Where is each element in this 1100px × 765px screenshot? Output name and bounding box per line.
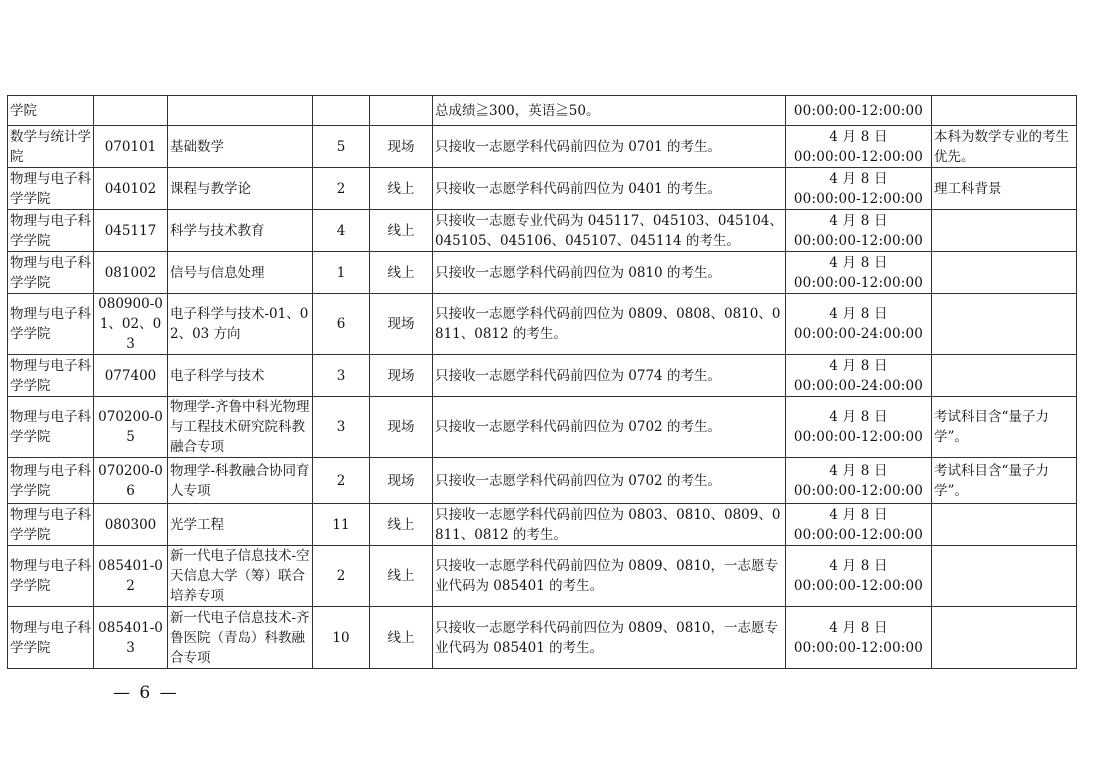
page-number: — 6 — (113, 683, 179, 703)
cell-college: 物理与电子科学学院 (8, 210, 94, 252)
cell-time: 4 月 8 日 00:00:00-24:00:00 (786, 355, 932, 397)
cell-note: 考试科目含“量子力学”。 (932, 458, 1077, 504)
cell-college: 物理与电子科学学院 (8, 294, 94, 355)
table-row (8, 210, 1077, 252)
cell-quota: 2 (313, 168, 370, 210)
cell-mode: 线上 (370, 168, 433, 210)
cell-note (932, 546, 1077, 607)
cell-code: 040102 (94, 168, 168, 210)
cell-quota: 10 (313, 607, 370, 669)
cell-note (932, 210, 1077, 252)
cell-college: 物理与电子科学学院 (8, 607, 94, 669)
cell-college: 物理与电子科学学院 (8, 458, 94, 504)
cell-time: 00:00:00-12:00:00 (786, 96, 932, 126)
cell-major (168, 96, 313, 126)
admission-table (7, 95, 1077, 669)
table-body (8, 96, 1077, 669)
cell-requirement: 只接收一志愿学科代码前四位为 0774 的考生。 (433, 355, 786, 397)
table-row (8, 126, 1077, 168)
cell-requirement: 只接收一志愿专业代码为 045117、045103、045104、045105、045106、045107、045114 的考生。 (433, 210, 786, 252)
cell-code: 070200-05 (94, 397, 168, 458)
cell-college: 物理与电子科学学院 (8, 355, 94, 397)
cell-code: 080300 (94, 504, 168, 546)
cell-major: 电子科学与技术 (168, 355, 313, 397)
cell-quota: 6 (313, 294, 370, 355)
cell-quota: 2 (313, 546, 370, 607)
cell-time: 4 月 8 日 00:00:00-12:00:00 (786, 126, 932, 168)
cell-major: 电子科学与技术-01、02、03 方向 (168, 294, 313, 355)
cell-college: 物理与电子科学学院 (8, 397, 94, 458)
cell-time: 4 月 8 日 00:00:00-12:00:00 (786, 397, 932, 458)
cell-code: 080900-01、02、03 (94, 294, 168, 355)
cell-code: 085401-02 (94, 546, 168, 607)
table-row (8, 546, 1077, 607)
cell-mode: 线上 (370, 607, 433, 669)
cell-quota: 2 (313, 458, 370, 504)
cell-mode: 现场 (370, 458, 433, 504)
cell-requirement: 只接收一志愿学科代码前四位为 0809、0810，一志愿专业代码为 085401 的考生。 (433, 546, 786, 607)
cell-requirement: 总成绩≧300，英语≧50。 (433, 96, 786, 126)
table-row (8, 397, 1077, 458)
table-row (8, 355, 1077, 397)
cell-college: 物理与电子科学学院 (8, 546, 94, 607)
cell-quota: 4 (313, 210, 370, 252)
cell-major: 新一代电子信息技术-空天信息大学（筹）联合培养专项 (168, 546, 313, 607)
cell-note: 考试科目含“量子力学”。 (932, 397, 1077, 458)
cell-major: 物理学-科教融合协同育人专项 (168, 458, 313, 504)
table-row (8, 504, 1077, 546)
table-row (8, 252, 1077, 294)
cell-mode: 线上 (370, 210, 433, 252)
table-row (8, 96, 1077, 126)
cell-quota (313, 96, 370, 126)
cell-note (932, 294, 1077, 355)
cell-major: 光学工程 (168, 504, 313, 546)
cell-mode: 线上 (370, 252, 433, 294)
cell-time: 4 月 8 日 00:00:00-12:00:00 (786, 252, 932, 294)
cell-time: 4 月 8 日 00:00:00-12:00:00 (786, 168, 932, 210)
table-row (8, 294, 1077, 355)
cell-time: 4 月 8 日 00:00:00-24:00:00 (786, 294, 932, 355)
cell-requirement: 只接收一志愿学科代码前四位为 0702 的考生。 (433, 397, 786, 458)
cell-code: 070101 (94, 126, 168, 168)
cell-code: 085401-03 (94, 607, 168, 669)
cell-college: 物理与电子科学学院 (8, 252, 94, 294)
cell-code: 070200-06 (94, 458, 168, 504)
cell-code: 045117 (94, 210, 168, 252)
cell-mode: 线上 (370, 546, 433, 607)
cell-quota: 3 (313, 397, 370, 458)
cell-major: 科学与技术教育 (168, 210, 313, 252)
cell-requirement: 只接收一志愿学科代码前四位为 0401 的考生。 (433, 168, 786, 210)
cell-code: 081002 (94, 252, 168, 294)
cell-mode: 现场 (370, 355, 433, 397)
table-row (8, 458, 1077, 504)
cell-requirement: 只接收一志愿学科代码前四位为 0810 的考生。 (433, 252, 786, 294)
cell-time: 4 月 8 日 00:00:00-12:00:00 (786, 546, 932, 607)
cell-note (932, 252, 1077, 294)
table-row (8, 168, 1077, 210)
cell-time: 4 月 8 日 00:00:00-12:00:00 (786, 504, 932, 546)
cell-college: 物理与电子科学学院 (8, 168, 94, 210)
cell-note: 本科为数学专业的考生优先。 (932, 126, 1077, 168)
cell-time: 4 月 8 日 00:00:00-12:00:00 (786, 210, 932, 252)
table-row (8, 607, 1077, 669)
cell-quota: 1 (313, 252, 370, 294)
cell-requirement: 只接收一志愿学科代码前四位为 0809、0808、0810、0811、0812 的考生。 (433, 294, 786, 355)
cell-note: 理工科背景 (932, 168, 1077, 210)
cell-requirement: 只接收一志愿学科代码前四位为 0803、0810、0809、0811、0812 的考生。 (433, 504, 786, 546)
cell-major: 物理学-齐鲁中科光物理与工程技术研究院科教融合专项 (168, 397, 313, 458)
cell-note (932, 96, 1077, 126)
cell-major: 课程与教学论 (168, 168, 313, 210)
cell-college: 学院 (8, 96, 94, 126)
cell-code (94, 96, 168, 126)
cell-mode (370, 96, 433, 126)
cell-requirement: 只接收一志愿学科代码前四位为 0702 的考生。 (433, 458, 786, 504)
cell-note (932, 607, 1077, 669)
cell-major: 信号与信息处理 (168, 252, 313, 294)
cell-college: 物理与电子科学学院 (8, 504, 94, 546)
cell-time: 4 月 8 日 00:00:00-12:00:00 (786, 607, 932, 669)
cell-requirement: 只接收一志愿学科代码前四位为 0809、0810，一志愿专业代码为 085401 的考生。 (433, 607, 786, 669)
cell-mode: 现场 (370, 294, 433, 355)
cell-quota: 5 (313, 126, 370, 168)
cell-major: 新一代电子信息技术-齐鲁医院（青岛）科教融合专项 (168, 607, 313, 669)
cell-note (932, 504, 1077, 546)
cell-mode: 线上 (370, 504, 433, 546)
cell-quota: 3 (313, 355, 370, 397)
cell-mode: 现场 (370, 397, 433, 458)
cell-quota: 11 (313, 504, 370, 546)
cell-note (932, 355, 1077, 397)
cell-major: 基础数学 (168, 126, 313, 168)
cell-code: 077400 (94, 355, 168, 397)
cell-requirement: 只接收一志愿学科代码前四位为 0701 的考生。 (433, 126, 786, 168)
cell-mode: 现场 (370, 126, 433, 168)
cell-time: 4 月 8 日 00:00:00-12:00:00 (786, 458, 932, 504)
cell-college: 数学与统计学院 (8, 126, 94, 168)
